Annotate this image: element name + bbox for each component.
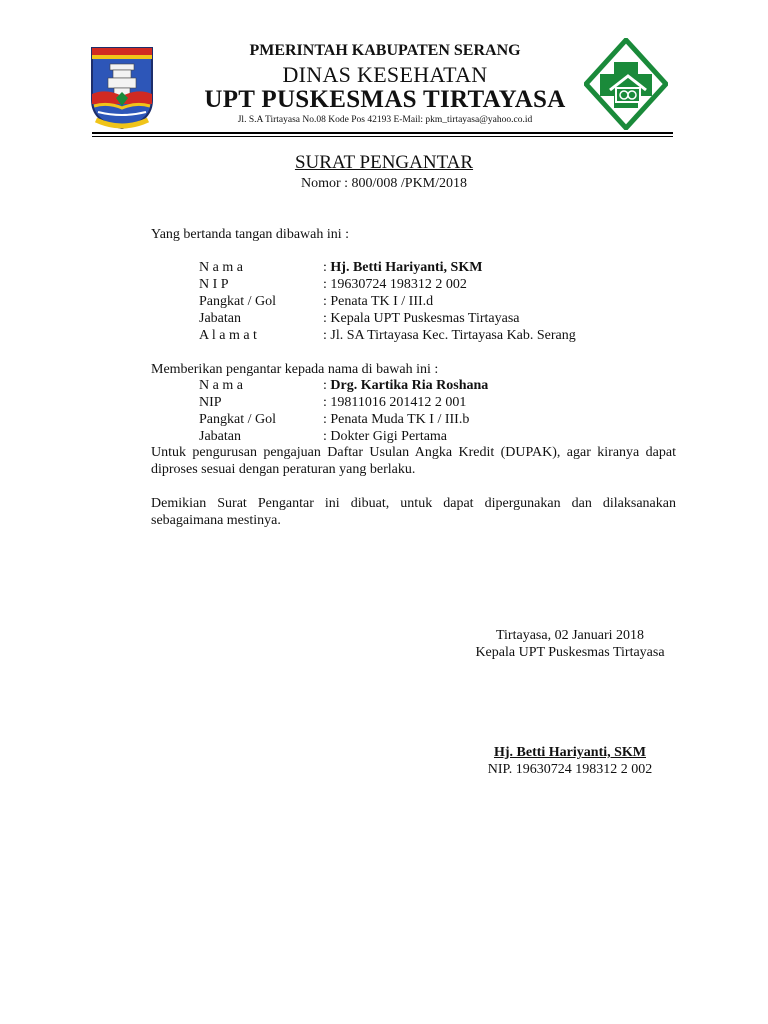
purpose-paragraph: Untuk pengurusan pengajuan Daftar Usulan Angka Kredit (DUPAK), agar kiranya dapat diproses sesuai dengan peraturan yang berlaku.: [151, 445, 676, 477]
field-label: Pangkat / Gol: [199, 294, 276, 309]
field-value: : Penata TK I / III.d: [323, 294, 434, 309]
field-value: : Hj. Betti Hariyanti, SKM: [323, 260, 483, 275]
field-value: : 19630724 198312 2 002: [323, 277, 467, 292]
field-value: : 19811016 201412 2 001: [323, 395, 467, 410]
header-divider: [92, 132, 673, 134]
field-value: : Jl. SA Tirtayasa Kec. Tirtayasa Kab. Serang: [323, 328, 576, 343]
field-label: Jabatan: [199, 311, 241, 326]
field-label: N a m a: [199, 378, 243, 393]
letter-number: Nomor : 800/008 /PKM/2018: [300, 176, 468, 191]
field-label: Pangkat / Gol: [199, 412, 276, 427]
signature-position: Kepala UPT Puskesmas Tirtayasa: [475, 645, 665, 660]
signature-nip: NIP. 19630724 198312 2 002: [487, 762, 653, 777]
field-value: : Drg. Kartika Ria Roshana: [323, 378, 489, 393]
field-label: A l a m a t: [199, 328, 257, 343]
intro-text-2: Memberikan pengantar kepada nama di bawah ini :: [151, 362, 439, 377]
closing-paragraph: Demikian Surat Pengantar ini dibuat, untuk dapat dipergunakan dan dilaksanakan sebagaimana mestinya.: [151, 496, 676, 528]
signature-name: Hj. Betti Hariyanti, SKM: [493, 745, 647, 760]
field-value: : Dokter Gigi Pertama: [323, 429, 448, 444]
field-value: : Kepala UPT Puskesmas Tirtayasa: [323, 311, 520, 326]
header-institution: UPT PUSKESMAS TIRTAYASA: [204, 86, 566, 113]
field-label: N a m a: [199, 260, 243, 275]
signature-place-date: Tirtayasa, 02 Januari 2018: [495, 628, 645, 643]
header-divider-thin: [92, 136, 673, 137]
kabupaten-serang-emblem-icon: [88, 42, 156, 130]
header-agency: DINAS KESEHATAN: [282, 62, 488, 87]
field-label: Jabatan: [199, 429, 241, 444]
field-value: : Penata Muda TK I / III.b: [323, 412, 470, 427]
letter-title: SURAT PENGANTAR: [294, 152, 474, 173]
header-address: Jl. S.A Tirtayasa No.08 Kode Pos 42193 E-Mail: pkm_tirtayasa@yahoo.co.id: [237, 115, 533, 125]
field-label: N I P: [199, 277, 229, 292]
field-label: NIP: [199, 395, 222, 410]
header-government: PMERINTAH KABUPATEN SERANG: [249, 42, 521, 59]
intro-text: Yang bertanda tangan dibawah ini :: [151, 227, 350, 242]
